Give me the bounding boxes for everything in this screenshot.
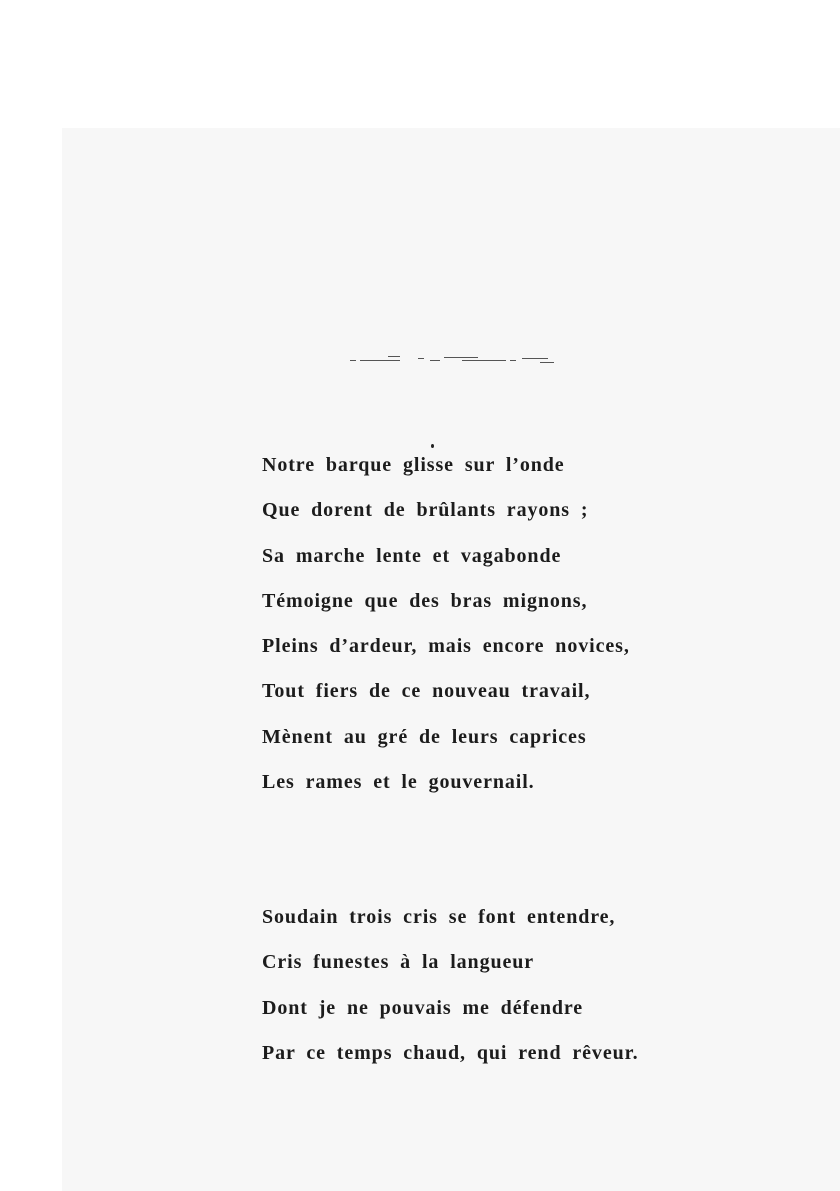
header-ornament-rule — [350, 352, 556, 364]
verse-line: Mènent au gré de leurs caprices — [262, 725, 587, 748]
verse-line: Par ce temps chaud, qui rend rêveur. — [262, 1041, 639, 1064]
verse-line: Pleins d’ardeur, mais encore novices, — [262, 635, 630, 658]
verse-line: Soudain trois cris se font entendre, — [262, 906, 616, 928]
verse-line: Cris funestes à la langueur — [262, 951, 535, 974]
stanza-1 — [262, 452, 630, 814]
stanza-2 — [262, 904, 638, 1085]
verse-line: Notre barque glisse sur l’onde — [262, 454, 565, 476]
verse-line: Tout fiers de ce nouveau travail, — [262, 680, 591, 703]
print-speck — [431, 444, 434, 448]
verse-line: Les rames et le gouvernail. — [262, 771, 535, 794]
verse-line: Que dorent de brûlants rayons ; — [262, 499, 589, 522]
verse-line: Dont je ne pouvais me défendre — [262, 996, 584, 1019]
verse-line: Sa marche lente et vagabonde — [262, 544, 562, 567]
verse-line: Témoigne que des bras mignons, — [262, 589, 588, 612]
